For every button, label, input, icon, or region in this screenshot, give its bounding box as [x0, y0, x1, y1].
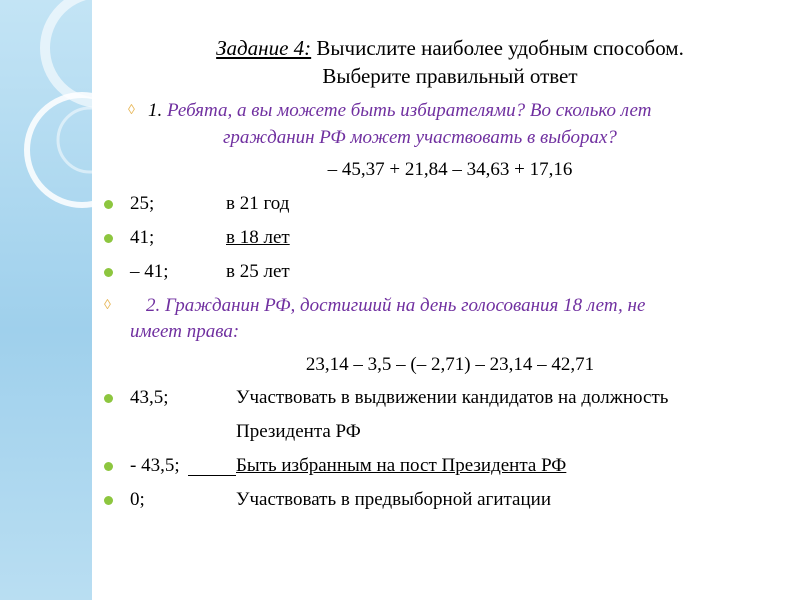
option2-1-answer: Участвовать в выдвижении кандидатов на должность: [236, 387, 669, 408]
option1-2-answer: в 18 лет: [226, 227, 290, 248]
diamond-bullet-icon: ◊: [104, 298, 111, 313]
question2-line2: имеет права:: [130, 321, 240, 342]
option1-3-number: – 41;: [130, 261, 169, 282]
option1-3-answer: в 25 лет: [226, 261, 290, 282]
option2-2-number: - 43,5;: [130, 455, 180, 476]
title-lead: Задание 4:: [216, 36, 312, 60]
bullet-icon: [104, 462, 113, 471]
option2-3-number: 0;: [130, 489, 145, 510]
expression2: 23,14 – 3,5 – (– 2,71) – 23,14 – 42,71: [305, 354, 595, 375]
option1-1-number: 25;: [130, 193, 155, 214]
question1-line2: гражданин РФ может участвовать в выборах?: [223, 127, 617, 148]
question1-text: Ребята, а вы можете быть избирателями? Во сколько лет: [162, 100, 652, 121]
question1-number: 1.: [148, 100, 163, 121]
option1-2-number: 41;: [130, 227, 155, 248]
option2-2-answer: Быть избранным на пост Президента РФ: [236, 455, 567, 476]
expression1: – 45,37 + 21,84 – 34,63 + 17,16: [327, 159, 573, 180]
title-rest: Вычислите наиболее удобным способом.: [311, 36, 684, 60]
option1-1-answer: в 21 год: [226, 193, 290, 214]
bullet-icon: [104, 234, 113, 243]
bullet-icon: [104, 268, 113, 277]
option2-1-number: 43,5;: [130, 387, 169, 408]
bullet-icon: [104, 200, 113, 209]
bullet-icon: [104, 394, 113, 403]
option2-3-answer: Участвовать в предвыборной агитации: [236, 489, 551, 510]
answer-underline: [188, 475, 236, 476]
slide-title: [100, 36, 800, 61]
question2-line1: 2. Гражданин РФ, достигший на день голосования 18 лет, не: [146, 295, 646, 316]
title-line2: Выберите правильный ответ: [322, 64, 578, 88]
diamond-bullet-icon: ◊: [128, 103, 135, 118]
decorative-sidebar: [0, 0, 92, 600]
decorative-circles: [0, 0, 92, 600]
option2-1-answer-cont: Президента РФ: [236, 421, 361, 442]
question1-line1: [148, 100, 651, 122]
bullet-icon: [104, 496, 113, 505]
